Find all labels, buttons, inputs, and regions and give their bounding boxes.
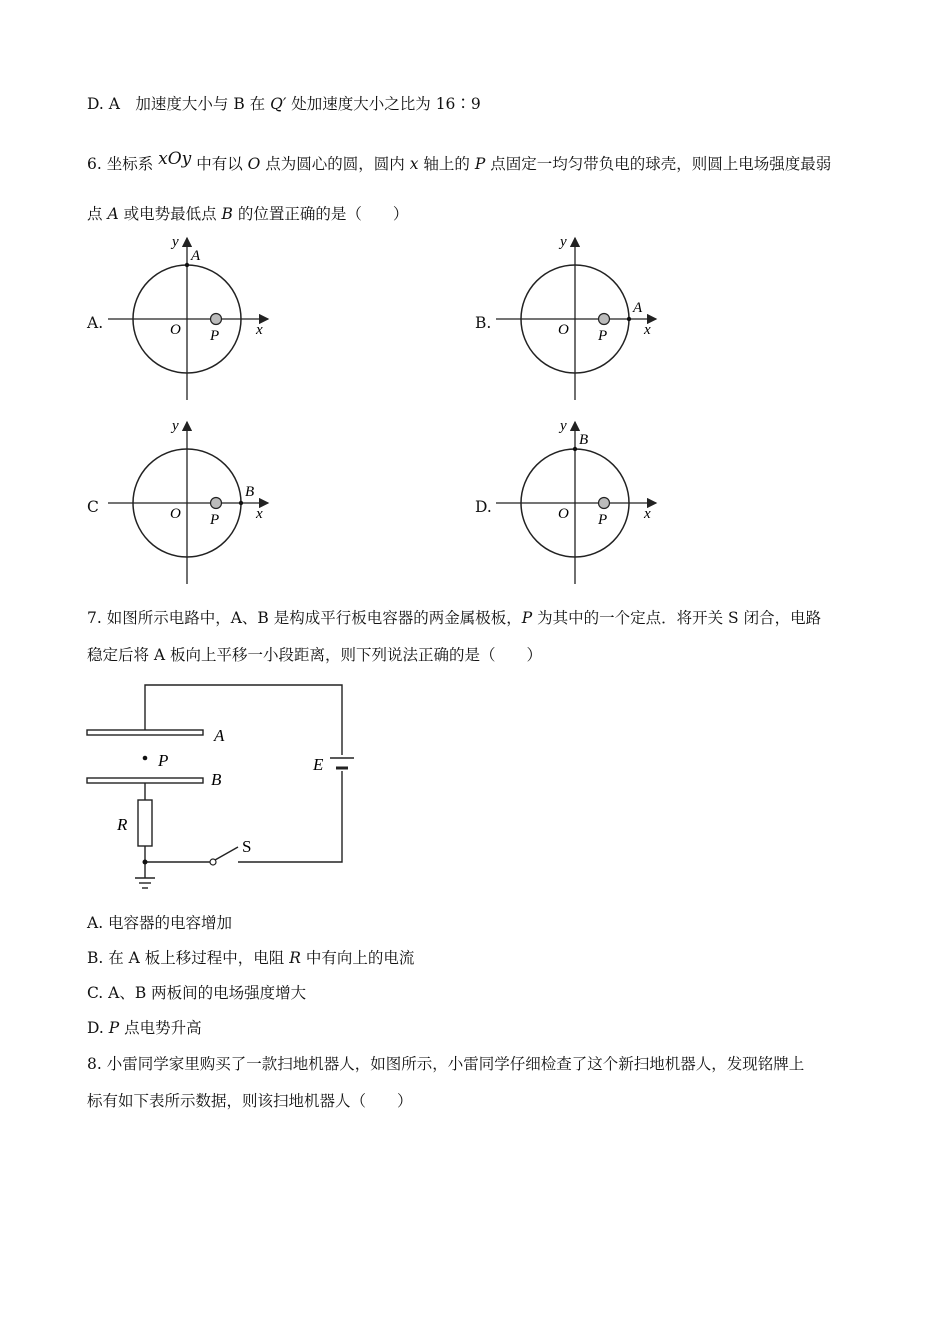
q6-figure-a: [100, 230, 280, 405]
q6-stem-line2: 点 A 或电势最低点 B 的位置正确的是（ ）: [87, 205, 409, 223]
emf-label: E: [313, 755, 324, 774]
point-label: A: [633, 300, 643, 316]
charge-label: P: [210, 512, 220, 528]
origin-label: O: [170, 322, 181, 338]
x-label: x: [256, 322, 263, 338]
origin-label: O: [170, 506, 181, 522]
charge-label: P: [598, 328, 608, 344]
charge-label: P: [210, 328, 220, 344]
y-label: y: [172, 418, 179, 434]
origin-label: O: [558, 322, 569, 338]
charge-shell: [599, 498, 610, 509]
q7-stem-line1: 7. 如图所示电路中，A、B 是构成平行板电容器的两金属极板，P 为其中的一个定点．将开关 S 闭合，电路: [87, 609, 822, 627]
point-dot: [573, 447, 577, 451]
charge-shell: [211, 498, 222, 509]
q8-stem-line1: 8. 小雷同学家里购买了一款扫地机器人，如图所示，小雷同学仔细检查了这个新扫地机器人，发现铭牌上: [87, 1055, 805, 1073]
q6-figure-b: [488, 230, 668, 405]
charge-shell: [599, 314, 610, 325]
origin-label: O: [558, 506, 569, 522]
q7-circuit: [80, 675, 380, 897]
point-dot: [185, 263, 189, 267]
q6-option-b-label: B.: [475, 314, 492, 332]
point-label: B: [245, 484, 255, 500]
wire-top: [145, 685, 342, 755]
point-label: B: [579, 432, 589, 448]
resistor: [138, 800, 152, 846]
point-dot: [239, 501, 243, 505]
x-label: x: [644, 322, 651, 338]
y-label: y: [560, 418, 567, 434]
q5-option-d: D. A 加速度大小与 B 在 Q′ 处加速度大小之比为 16∶9: [87, 95, 481, 113]
plate-b-label: B: [211, 770, 222, 789]
plate-a: [87, 730, 203, 735]
q6-option-a-label: A.: [87, 314, 104, 332]
q6-option-c-label: C: [87, 498, 99, 516]
q7-option-b: B. 在 A 板上移过程中，电阻 R 中有向上的电流: [87, 949, 415, 967]
point-label: A: [191, 248, 201, 264]
q7-option-a: A. 电容器的电容增加: [87, 914, 233, 932]
resistor-label: R: [117, 815, 128, 834]
x-label: x: [644, 506, 651, 522]
point-p-dot: [143, 756, 148, 761]
charge-shell: [211, 314, 222, 325]
q6-stem-line1: 6. 坐标系 xOy 中有以 O 点为圆心的圆，圆内 x 轴上的 P 点固定一均匀带负电的球壳，则圆上电场强度最弱: [87, 149, 832, 173]
y-label: y: [560, 234, 567, 250]
switch-blade: [215, 847, 238, 860]
junction-dot: [143, 860, 148, 865]
point-p-label: P: [158, 751, 169, 770]
plate-a-label: A: [214, 726, 225, 745]
q8-stem-line2: 标有如下表所示数据，则该扫地机器人（ ）: [87, 1092, 413, 1110]
q7-stem-line2: 稳定后将 A 板向上平移一小段距离，则下列说法正确的是（ ）: [87, 646, 543, 664]
q7-option-c: C. A、B 两板间的电场强度增大: [87, 984, 307, 1002]
switch-pivot: [210, 859, 216, 865]
q6-option-d-label: D.: [475, 498, 492, 516]
wire-right: [238, 771, 342, 862]
q7-option-d: D. P 点电势升高: [87, 1019, 202, 1037]
point-label: Q′: [270, 95, 287, 113]
plate-b: [87, 778, 203, 783]
y-label: y: [172, 234, 179, 250]
x-label: x: [256, 506, 263, 522]
q6-figure-c: [100, 414, 280, 589]
q6-figure-d: [488, 414, 668, 589]
point-dot: [627, 317, 631, 321]
switch-label: S: [242, 837, 252, 856]
charge-label: P: [598, 512, 608, 528]
